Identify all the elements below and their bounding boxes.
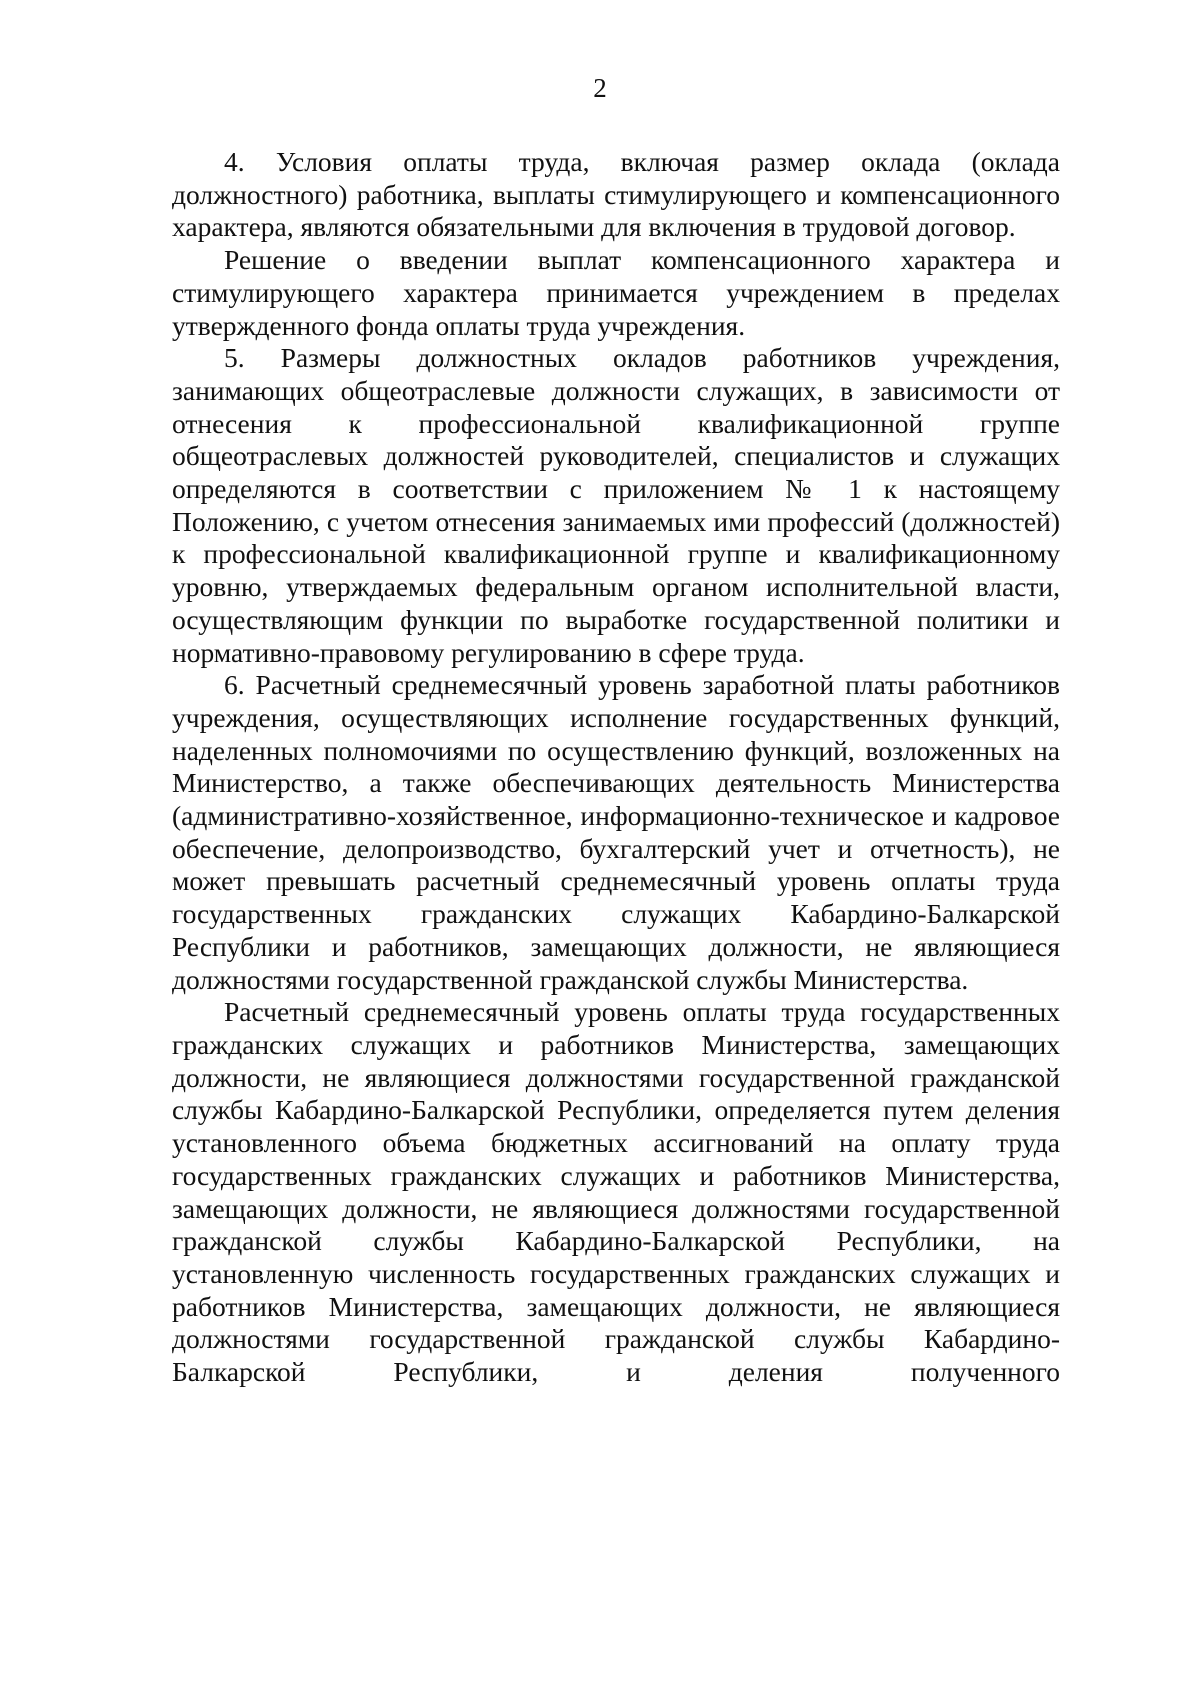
paragraph-item-6-average-wage: 6. Расчетный среднемесячный уровень заработной платы работников учреждения, осуществляющих исполнение государственных функций, наделенных полномочиями по осуществлению функций, возложенных на Министерство, а также обеспечивающих деятельность Министерства (административно-хозяйственное, информационно-техническое и кадровое обеспечение, делопроизводство, бухгалтерский учет и отчетность), не может превышать расчетный среднемесячный уровень оплаты труда государственных гражданских служащих Кабардино-Балкарской Республики и работников, замещающих должности, не являющиеся должностями государственной гражданской службы Министерства. xyxy=(172,669,1060,995)
page-number: 2 xyxy=(593,73,607,103)
paragraph-item-5-salaries: 5. Размеры должностных окладов работников учреждения, занимающих общеотраслевые должности служащих, в зависимости от отнесения к профессиональной квалификационной группе общеотраслевых должностей руководителей, специалистов и служащих определяются в соответствии с приложением № 1 к настоящему Положению, с учетом отнесения занимаемых ими профессий (должностей) к профессиональной квалификационной группе и квалификационному уровню, утверждаемых федеральным органом исполнительной власти, осуществляющим функции по выработке государственной политики и нормативно-правовому регулированию в сфере труда. xyxy=(172,342,1060,668)
document-body xyxy=(172,146,1060,1389)
paragraph-average-wage-calculation: Расчетный среднемесячный уровень оплаты труда государственных гражданских служащих и работников Министерства, замещающих должности, не являющиеся должностями государственной гражданской службы Кабардино-Балкарской Республики, определяется путем деления установленного объема бюджетных ассигнований на оплату труда государственных гражданских служащих и работников Министерства, замещающих должности, не являющиеся должностями государственной гражданской службы Кабардино-Балкарской Республики, на установленную численность государственных гражданских служащих и работников Министерства, замещающих должности, не являющиеся должностями государственной гражданской службы Кабардино-Балкарской Республики, и деления полученного xyxy=(172,996,1060,1388)
paragraph-compensation-decision: Решение о введении выплат компенсационного характера и стимулирующего характера принимается учреждением в пределах утвержденного фонда оплаты труда учреждения. xyxy=(172,244,1060,341)
paragraph-item-4-terms: 4. Условия оплаты труда, включая размер оклада (оклада должностного) работника, выплаты стимулирующего и компенсационного характера, являются обязательными для включения в трудовой договор. xyxy=(172,146,1060,243)
